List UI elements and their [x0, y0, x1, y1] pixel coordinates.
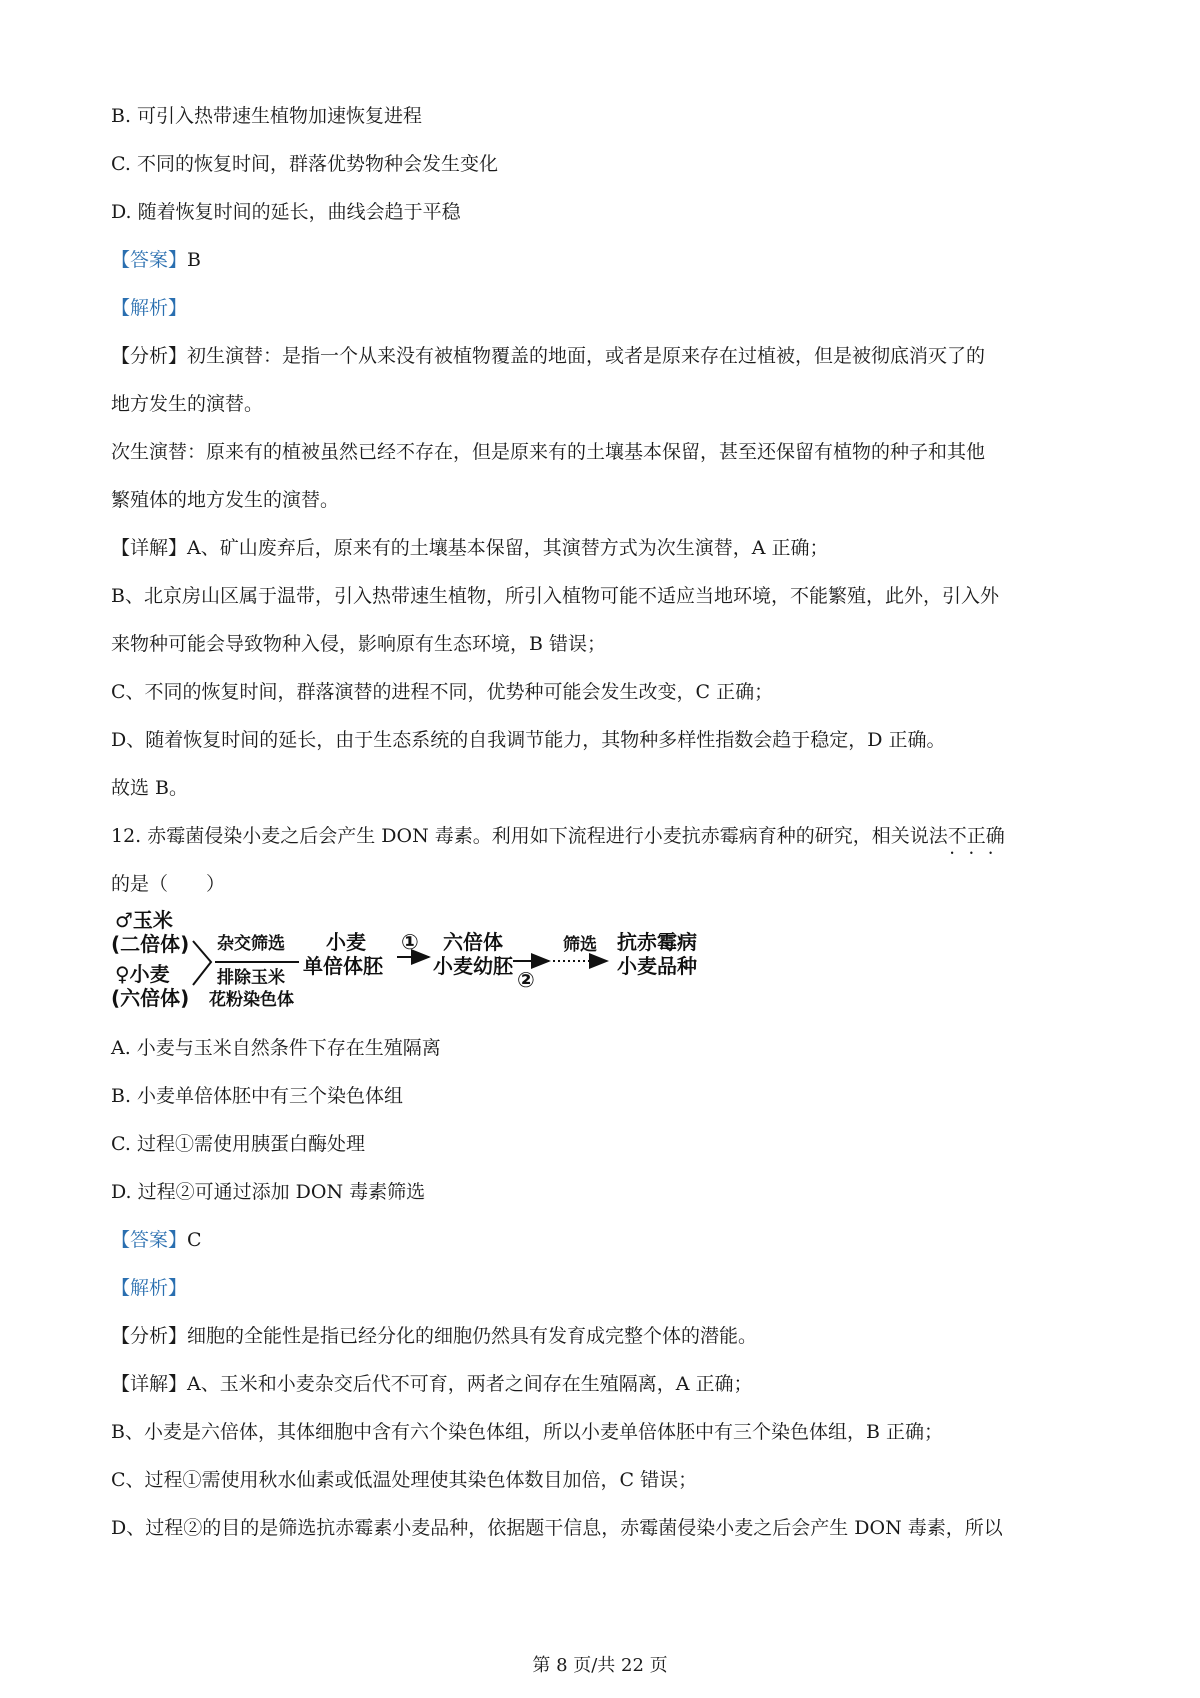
- detail-line-1: [111, 535, 829, 561]
- process-1-label: ①: [401, 930, 419, 954]
- detail-text: A、矿山废弃后，原来有的土壤基本保留，其演替方式为次生演替，A 正确；: [187, 537, 829, 559]
- q12-detail-line-1: [111, 1371, 753, 1397]
- hexaploid-line2: 小麦幼胚: [433, 954, 513, 978]
- q12-answer-value: C: [187, 1229, 202, 1251]
- breeding-flow-diagram: [111, 905, 731, 1015]
- q12-analysis-text: 细胞的全能性是指已经分化的细胞仍然具有发育成完整个体的潜能。: [187, 1325, 758, 1347]
- step-remove-corn: 排除玉米: [217, 968, 285, 988]
- page-footer: 第 8 页/共 22 页: [532, 1655, 668, 1676]
- step-pollen-chromosome: 花粉染色体: [209, 990, 294, 1010]
- male-corn-label: ♂玉米: [115, 908, 173, 932]
- q12-detail-line-4: D、过程②的目的是筛选抗赤霉素小麦品种，依据题干信息，赤霉菌侵染小麦之后会产生 DON 毒素，所以: [111, 1517, 1003, 1539]
- haploid-embryo-line1: 小麦: [326, 930, 366, 954]
- step-cross-screen: 杂交筛选: [217, 934, 285, 954]
- analysis-tag: 【分析】: [111, 345, 188, 367]
- q12-stem-line2: 的是（ ）: [111, 873, 226, 895]
- option-b: B. 可引入热带速生植物加速恢复进程: [111, 105, 423, 127]
- q12-detail-line-3: C、过程①需使用秋水仙素或低温处理使其染色体数目加倍，C 错误；: [111, 1469, 698, 1491]
- q12-answer-line: [111, 1227, 202, 1253]
- q12-stem-line1: [111, 823, 1005, 849]
- detail-line-3: 来物种可能会导致物种入侵，影响原有生态环境，B 错误；: [111, 633, 607, 655]
- q12-answer-tag: 【答案】: [111, 1229, 188, 1251]
- answer-value: B: [187, 249, 201, 271]
- analysis-line-2: 地方发生的演替。: [111, 393, 264, 415]
- haploid-embryo-line2: 单倍体胚: [303, 954, 383, 978]
- analysis-text: 初生演替：是指一个从来没有被植物覆盖的地面，或者是原来存在过植被，但是被彻底消灭了的: [187, 345, 986, 367]
- q12-option-b: B. 小麦单倍体胚中有三个染色体组: [111, 1085, 404, 1107]
- detail-line-5: D、随着恢复时间的延长，由于生态系统的自我调节能力，其物种多样性指数会趋于稳定，D 正确。: [111, 729, 946, 751]
- screen-label: 筛选: [563, 935, 597, 955]
- q12-stem-emphasis: 不正确 • • •: [948, 823, 1005, 849]
- jiexi-tag: 【解析】: [111, 297, 188, 319]
- hexaploid-line1: 六倍体: [443, 930, 503, 954]
- analysis-line-4: 繁殖体的地方发生的演替。: [111, 489, 340, 511]
- q12-option-c: C. 过程①需使用胰蛋白酶处理: [111, 1133, 365, 1155]
- q12-option-d: D. 过程②可通过添加 DON 毒素筛选: [111, 1181, 426, 1203]
- q12-stem-text: 12. 赤霉菌侵染小麦之后会产生 DON 毒素。利用如下流程进行小麦抗赤霉病育种的研究，相关说法: [111, 825, 948, 847]
- cross-bracket: [193, 941, 211, 985]
- q12-detail-tag: 【详解】: [111, 1373, 188, 1395]
- q12-detail-line-2: B、小麦是六倍体，其体细胞中含有六个染色体组，所以小麦单倍体胚中有三个染色体组，B 正确；: [111, 1421, 943, 1443]
- option-c: C. 不同的恢复时间，群落优势物种会发生变化: [111, 153, 498, 175]
- female-wheat-label: ♀小麦: [115, 962, 170, 986]
- resistant-variety-line2: 小麦品种: [617, 954, 697, 978]
- answer-line: [111, 247, 201, 273]
- q12-analysis-line: [111, 1323, 757, 1349]
- option-d: D. 随着恢复时间的延长，曲线会趋于平稳: [111, 201, 461, 223]
- conclusion: 故选 B。: [111, 777, 189, 799]
- process-2-label: ②: [517, 968, 535, 992]
- answer-tag: 【答案】: [111, 249, 188, 271]
- analysis-line-1: [111, 343, 985, 369]
- detail-line-2: B、北京房山区属于温带，引入热带速生植物，所引入植物可能不适应当地环境，不能繁殖，此外，引入外: [111, 585, 999, 607]
- analysis-line-3: 次生演替：原来有的植被虽然已经不存在，但是原来有的土壤基本保留，甚至还保留有植物的种子和其他: [111, 441, 986, 463]
- detail-tag: 【详解】: [111, 537, 188, 559]
- female-ploidy-label: (六倍体): [111, 986, 190, 1010]
- resistant-variety-line1: 抗赤霉病: [617, 930, 697, 954]
- q12-option-a: A. 小麦与玉米自然条件下存在生殖隔离: [111, 1037, 441, 1059]
- male-ploidy-label: (二倍体): [111, 932, 190, 956]
- q12-jiexi-tag: 【解析】: [111, 1277, 188, 1299]
- detail-line-4: C、不同的恢复时间，群落演替的进程不同，优势种可能会发生改变，C 正确；: [111, 681, 774, 703]
- q12-analysis-tag: 【分析】: [111, 1325, 188, 1347]
- q12-detail-text: A、玉米和小麦杂交后代不可育，两者之间存在生殖隔离，A 正确；: [187, 1373, 753, 1395]
